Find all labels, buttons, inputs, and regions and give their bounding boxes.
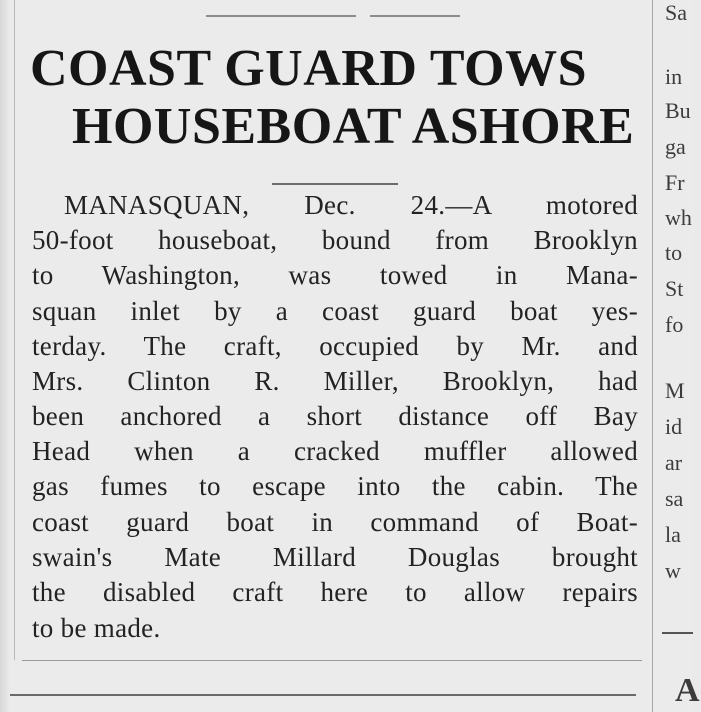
body-line: to Washington, was towed in Mana- — [32, 260, 638, 290]
fragment-text: to — [665, 240, 683, 265]
fragment-text: Fr — [665, 170, 685, 195]
fragment-text: ar — [665, 450, 683, 475]
body-line: been anchored a short distance off Bay — [32, 401, 638, 431]
headline-line-1: COAST GUARD TOWS — [30, 40, 588, 97]
fragment-text: in — [665, 64, 683, 89]
fragment-text: wh — [665, 205, 692, 230]
fragment-text: fo — [665, 312, 684, 337]
body-line: to be made. — [32, 613, 161, 643]
body-line: squan inlet by a coast guard boat yes- — [32, 296, 638, 326]
column-rule-left — [14, 0, 15, 660]
body-line: MANASQUAN, Dec. 24.—A motored — [64, 190, 638, 220]
body-line: terday. The craft, occupied by Mr. and — [32, 331, 638, 361]
body-line: the disabled craft here to allow repairs — [32, 577, 638, 607]
fragment-text: Bu — [665, 98, 691, 123]
fragment-text: sa — [665, 486, 684, 511]
fragment-text: M — [665, 378, 685, 403]
fragment-text: la — [665, 522, 681, 547]
headline-line-2: HOUSEBOAT ASHORE — [72, 98, 635, 155]
fragment-text: St — [665, 276, 684, 301]
adjacent-column-rule — [662, 632, 693, 634]
fragment-text: Sa — [665, 0, 687, 25]
bottom-rule-thin — [22, 660, 642, 661]
top-rule-left — [206, 15, 356, 17]
fragment-text: A — [675, 672, 700, 709]
body-line: 50-foot houseboat, bound from Brooklyn — [32, 225, 638, 255]
fragment-text: w — [665, 558, 681, 583]
body-line: gas fumes to escape into the cabin. The — [32, 471, 638, 501]
body-line: coast guard boat in command of Boat- — [32, 507, 638, 537]
headline-divider — [272, 183, 398, 185]
top-rule-right — [370, 15, 460, 17]
page-edge-shadow — [0, 0, 10, 712]
fragment-text: ga — [665, 134, 686, 159]
body-line: swain's Mate Millard Douglas brought — [32, 542, 638, 572]
body-line: Head when a cracked muffler allowed — [32, 436, 638, 466]
fragment-text: id — [665, 414, 683, 439]
bottom-rule-thick — [10, 694, 636, 696]
body-line: Mrs. Clinton R. Miller, Brooklyn, had — [32, 366, 638, 396]
